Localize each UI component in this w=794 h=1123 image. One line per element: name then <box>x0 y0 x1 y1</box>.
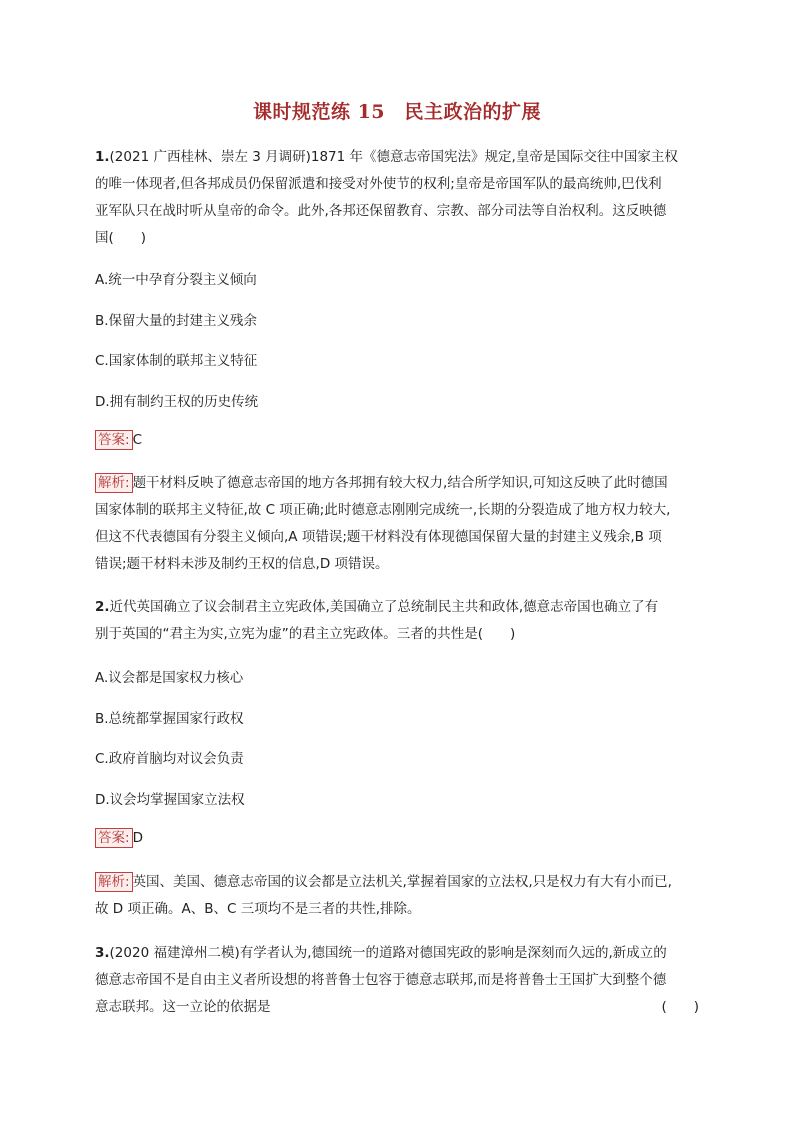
option-d[interactable]: D.拥有制约王权的历史传统 <box>95 394 259 410</box>
answer-value: C <box>132 432 142 448</box>
option-a[interactable]: A.统一中孕育分裂主义倾向 <box>95 272 257 288</box>
stem-line: 的唯一体现者,但各邦成员仍保留派遣和接受对外使节的权利;皇帝是帝国军队的最高统帅,巴伐利 <box>95 176 662 192</box>
option-d[interactable]: D.议会均掌握国家立法权 <box>95 792 245 808</box>
stem-line: 德意志帝国不是自由主义者所设想的将普鲁士包容于德意志联邦,而是将普鲁士王国扩大到整个德 <box>95 972 667 988</box>
question-number: 3. <box>95 945 110 961</box>
stem-line: 近代英国确立了议会制君主立宪政体,美国确立了总统制民主共和政体,德意志帝国也确立了有 <box>109 599 659 615</box>
option-b[interactable]: B.总统都掌握国家行政权 <box>95 711 244 727</box>
analysis-line: 英国、美国、德意志帝国的议会都是立法机关,掌握着国家的立法权,只是权力有大有小而已, <box>132 874 672 890</box>
analysis-line: 题干材料反映了德意志帝国的地方各邦拥有较大权力,结合所学知识,可知这反映了此时德国 <box>132 475 668 491</box>
stem-line: 别于英国的“君主为实,立宪为虚”的君主立宪政体。三者的共性是( ) <box>95 626 516 642</box>
page-title: 课时规范练 15 民主政治的扩展 <box>252 101 542 123</box>
analysis-line: 故 D 项正确。A、B、C 三项均不是三者的共性,排除。 <box>95 901 421 917</box>
option-c[interactable]: C.国家体制的联邦主义特征 <box>95 353 258 369</box>
answer-row <box>95 430 142 450</box>
stem-line: 亚军队只在战时听从皇帝的命令。此外,各邦还保留教育、宗教、部分司法等自治权利。这反映德 <box>95 203 667 219</box>
analysis-line: 错误;题干材料未涉及制约王权的信息,D 项错误。 <box>95 556 389 572</box>
option-b[interactable]: B.保留大量的封建主义残余 <box>95 313 258 329</box>
analysis-block <box>95 869 699 923</box>
answer-tag: 答案: <box>95 828 133 848</box>
analysis-block <box>95 470 699 578</box>
answer-paren: ( ) <box>661 999 699 1015</box>
question-number: 1. <box>95 149 110 165</box>
stem-line: 意志联邦。这一立论的依据是 <box>95 999 271 1015</box>
stem-line: 国( ) <box>95 230 147 246</box>
analysis-tag: 解析: <box>95 473 133 493</box>
question-2-stem <box>95 594 699 648</box>
stem-line: (2020 福建漳州二模)有学者认为,德国统一的道路对德国宪政的影响是深刻而久远的,新成立的 <box>109 945 667 961</box>
option-a[interactable]: A.议会都是国家权力核心 <box>95 670 244 686</box>
analysis-tag: 解析: <box>95 872 133 892</box>
option-c[interactable]: C.政府首脑均对议会负责 <box>95 751 244 767</box>
answer-tag: 答案: <box>95 430 133 450</box>
stem-line: (2021 广西桂林、崇左 3 月调研)1871 年《德意志帝国宪法》规定,皇帝是国际交往中国家主权 <box>109 149 678 165</box>
answer-value: D <box>132 830 143 846</box>
question-number: 2. <box>95 599 110 615</box>
answer-row <box>95 828 143 848</box>
analysis-line: 国家体制的联邦主义特征,故 C 项正确;此时德意志刚刚完成统一,长期的分裂造成了地方权力较大, <box>95 502 671 518</box>
question-3-stem <box>95 940 699 1021</box>
question-1-stem <box>95 144 699 252</box>
analysis-line: 但这不代表德国有分裂主义倾向,A 项错误;题干材料没有体现德国保留大量的封建主义残余,B 项 <box>95 529 662 545</box>
